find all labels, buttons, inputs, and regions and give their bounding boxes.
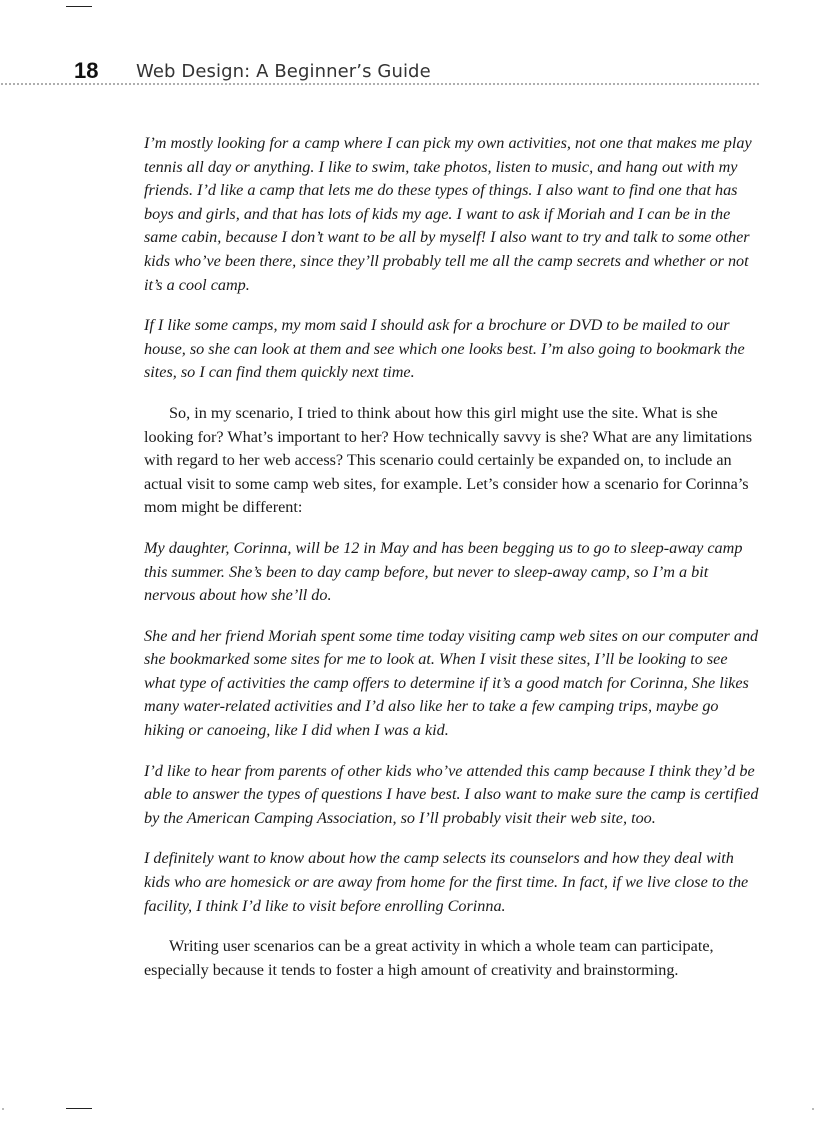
book-title: Web Design: A Beginner’s Guide [136,61,431,82]
body-paragraph: Writing user scenarios can be a great activity in which a whole team can participate, especially because it tends to foster a high amount of creativity and brainstorming. [144,937,714,979]
scenario-paragraph: If I like some camps, my mom said I should ask for a brochure or DVD to be mailed to our house, so she can look at them and see which one looks best. I’m also going to bookmark the sites, so I can find them quickly next time. [144,316,745,382]
running-header [0,56,816,86]
dotted-rule [0,83,760,85]
page-body [144,132,760,999]
scenario-paragraph: I’m mostly looking for a camp where I can pick my own activities, not one that makes me play tennis all day or anything. I like to swim, take photos, listen to music, and hang out with my friends. I’d like a camp that lets me do these types of things. I also want to find one that has boys and girls, and that has lots of kids my age. I want to ask if Moriah and I can be in the same cabin, because I don’t want to be all by myself! I also want to try and talk to some other kids who’ve been there, since they’ll probably tell me all the camp secrets and whether or not it’s a cool camp. [144,134,752,294]
crop-dot-right [812,1108,814,1110]
scenario-paragraph: She and her friend Moriah spent some time today visiting camp web sites on our computer and she bookmarked some sites for me to look at. When I visit these sites, I’ll be looking to see what type of activities the camp offers to determine if it’s a good match for Corinna, She likes many water-related activities and I’d also like her to take a few camping trips, maybe go hiking or canoeing, like I did when I was a kid. [144,626,759,740]
crop-dot-left [2,1108,4,1110]
page-number: 18 [74,58,99,83]
scenario-paragraph: I’d like to hear from parents of other kids who’ve attended this camp because I think they’d be able to answer the types of questions I have best. I also want to make sure the camp is certified by the American Camping Association, so I’ll probably visit their web site, too. [144,761,759,827]
body-paragraph: So, in my scenario, I tried to think about how this girl might use the site. What is she looking for? What’s important to her? How technically savvy is she? What are any limitations with regard to her web access? This scenario could certainly be expanded on, to include an actual visit to some camp web sites, for example. Let’s consider how a scenario for Corinna’s mom might be different: [144,403,753,517]
scenario-paragraph: I definitely want to know about how the camp selects its counselors and how they deal with kids who are homesick or are away from home for the first time. In fact, if we live close to the facility, I think I’d like to visit before enrolling Corinna. [144,849,749,915]
crop-mark-bottom [66,1108,92,1109]
crop-mark-top [66,6,92,7]
scenario-paragraph: My daughter, Corinna, will be 12 in May and has been begging us to go to sleep-away camp this summer. She’s been to day camp before, but never to sleep-away camp, so I’m a bit nervous about how she’ll do. [144,538,743,605]
